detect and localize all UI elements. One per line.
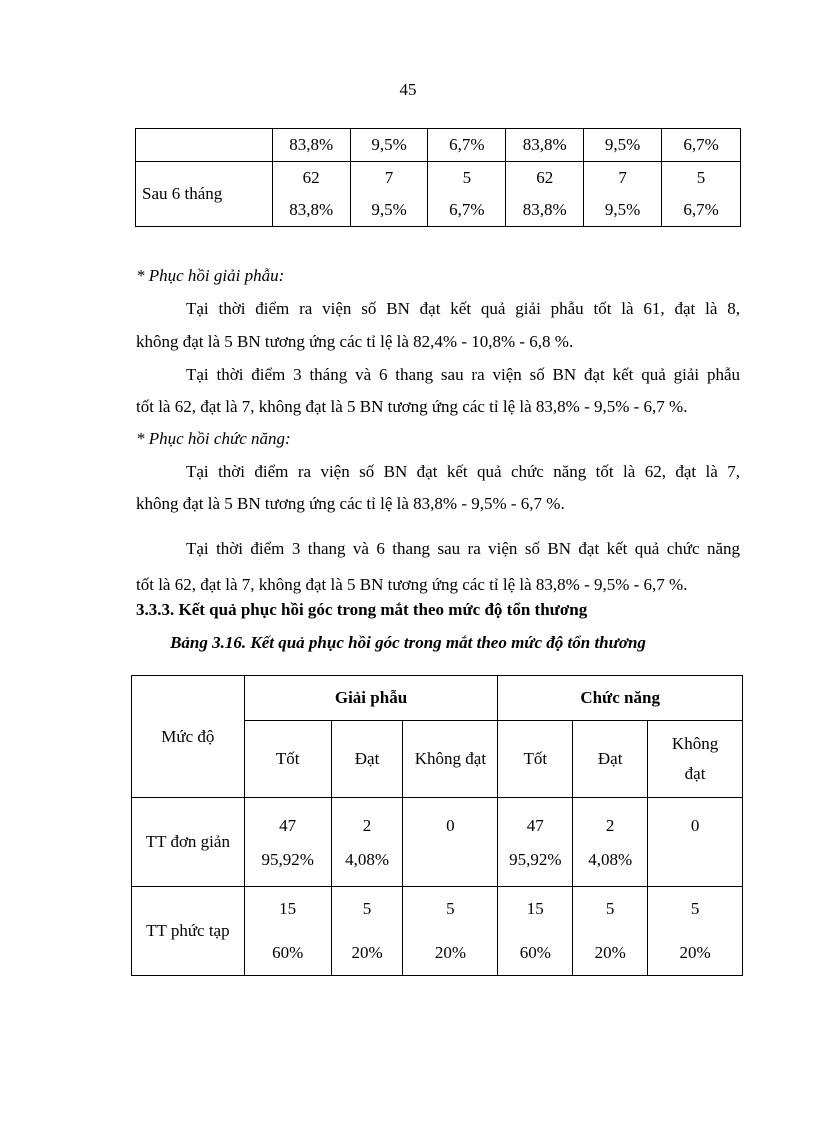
cell-percent: 20% bbox=[594, 943, 626, 962]
cell-percent: 60% bbox=[272, 943, 304, 962]
table-row bbox=[132, 798, 743, 887]
cell-percent: 4,08% bbox=[345, 850, 389, 869]
paragraph-line: không đạt là 5 BN tương ứng các tỉ lệ là 82,4% - 10,8% - 6,8 %. bbox=[136, 332, 574, 351]
cell-count: 7 bbox=[384, 168, 394, 187]
section-heading: 3.3.3. Kết quả phục hồi góc trong mắt theo mức độ tổn thương bbox=[136, 600, 588, 619]
paragraph-line: tốt là 62, đạt là 7, không đạt là 5 BN tương ứng các tỉ lệ là 83,8% - 9,5% - 6,7 %. bbox=[136, 575, 688, 594]
table-cell bbox=[428, 162, 506, 227]
cell-count: 5 bbox=[696, 168, 706, 187]
table-cell bbox=[648, 887, 743, 976]
table-cell bbox=[662, 162, 741, 227]
table-cell bbox=[403, 887, 498, 976]
table-cell: 9,5% bbox=[350, 129, 428, 162]
subheader-good: Tốt bbox=[244, 721, 331, 798]
cell-percent: 9,5% bbox=[371, 200, 407, 219]
cell-count: 5 bbox=[605, 899, 615, 918]
cell-count: 47 bbox=[526, 816, 544, 835]
cell-count: 2 bbox=[362, 816, 372, 835]
table-caption: Bảng 3.16. Kết quả phục hồi góc trong mắt theo mức độ tổn thương bbox=[170, 633, 646, 652]
cell-count: 47 bbox=[279, 816, 297, 835]
cell-percent: 95,92% bbox=[509, 850, 562, 869]
row-label: TT đơn giản bbox=[132, 798, 245, 887]
cell-count: 0 bbox=[690, 816, 700, 835]
subheader-good: Tốt bbox=[498, 721, 573, 798]
cell-percent: 4,08% bbox=[588, 850, 633, 869]
cell-percent: 20% bbox=[679, 943, 711, 962]
results-table-316 bbox=[131, 675, 743, 976]
cell-percent: 83,8% bbox=[289, 200, 334, 219]
subheader-fail: Không đạt bbox=[403, 721, 498, 798]
cell-percent: 6,7% bbox=[683, 200, 719, 219]
subheader-pass: Đạt bbox=[573, 721, 648, 798]
cell-percent: 95,92% bbox=[261, 850, 314, 869]
table-cell bbox=[648, 798, 743, 887]
subheader-fail bbox=[648, 721, 743, 798]
table-header-row bbox=[132, 676, 743, 721]
cell-count: 7 bbox=[618, 168, 627, 187]
table-cell bbox=[506, 162, 584, 227]
cell-percent: 83,8% bbox=[522, 200, 567, 219]
paragraph-line: Tại thời điểm 3 thang và 6 thang sau ra viện số BN đạt kết quả chức năng bbox=[186, 539, 740, 558]
subheader-pass: Đạt bbox=[331, 721, 403, 798]
anatomy-heading: * Phục hồi giải phẫu: bbox=[136, 266, 285, 285]
cell-count: 0 bbox=[446, 816, 455, 835]
table-cell bbox=[584, 162, 662, 227]
table-cell bbox=[573, 798, 648, 887]
table-row bbox=[136, 162, 741, 227]
subheader-fail-line1: Không bbox=[671, 734, 719, 753]
table-cell bbox=[272, 162, 350, 227]
cell-count: 5 bbox=[690, 899, 700, 918]
header-anatomy: Giải phẫu bbox=[244, 676, 498, 721]
table-cell bbox=[244, 798, 331, 887]
cell-percent: 6,7% bbox=[449, 200, 485, 219]
paragraph-line: tốt là 62, đạt là 7, không đạt là 5 BN tương ứng các tỉ lệ là 83,8% - 9,5% - 6,7 %. bbox=[136, 397, 688, 416]
subheader-fail-line2: đạt bbox=[684, 764, 706, 783]
paragraph-line: Tại thời điểm 3 tháng và 6 thang sau ra viện số BN đạt kết quả giải phẫu bbox=[186, 365, 740, 384]
cell-percent: 20% bbox=[434, 943, 466, 962]
table-cell: 83,8% bbox=[272, 129, 350, 162]
cell-count: 15 bbox=[526, 899, 544, 918]
table-cell bbox=[403, 798, 498, 887]
table-cell: 6,7% bbox=[428, 129, 506, 162]
paragraph-line: Tại thời điểm ra viện số BN đạt kết quả giải phẫu tốt là 61, đạt là 8, bbox=[186, 299, 740, 318]
cell-count: 5 bbox=[446, 899, 455, 918]
cell-percent: 60% bbox=[519, 943, 551, 962]
cell-count: 5 bbox=[362, 899, 372, 918]
table-cell bbox=[350, 162, 428, 227]
table-cell: 9,5% bbox=[584, 129, 662, 162]
cell-count: 62 bbox=[536, 168, 554, 187]
results-table-continued bbox=[135, 128, 741, 227]
table-cell bbox=[244, 887, 331, 976]
table-cell: 6,7% bbox=[662, 129, 741, 162]
table-cell bbox=[573, 887, 648, 976]
paragraph-line: không đạt là 5 BN tương ứng các tỉ lệ là 83,8% - 9,5% - 6,7 %. bbox=[136, 494, 565, 513]
header-function: Chức năng bbox=[498, 676, 743, 721]
cell-count: 15 bbox=[279, 899, 297, 918]
header-level: Mức độ bbox=[132, 676, 245, 798]
cell-count: 2 bbox=[605, 816, 615, 835]
table-cell bbox=[331, 887, 403, 976]
page-number: 45 bbox=[399, 80, 417, 99]
paragraph-line: Tại thời điểm ra viện số BN đạt kết quả chức năng tốt là 62, đạt là 7, bbox=[186, 462, 740, 481]
cell-count: 62 bbox=[302, 168, 320, 187]
table-row bbox=[132, 887, 743, 976]
cell-percent: 9,5% bbox=[604, 200, 641, 219]
row-label: TT phức tạp bbox=[132, 887, 245, 976]
cell-count: 5 bbox=[462, 168, 472, 187]
table-cell bbox=[331, 798, 403, 887]
row-label: Sau 6 tháng bbox=[136, 162, 273, 227]
table-cell bbox=[498, 798, 573, 887]
table-cell: 83,8% bbox=[506, 129, 584, 162]
table-cell bbox=[136, 129, 273, 162]
table-cell bbox=[498, 887, 573, 976]
function-heading: * Phục hồi chức năng: bbox=[136, 429, 291, 448]
cell-percent: 20% bbox=[351, 943, 383, 962]
table-row bbox=[136, 129, 741, 162]
